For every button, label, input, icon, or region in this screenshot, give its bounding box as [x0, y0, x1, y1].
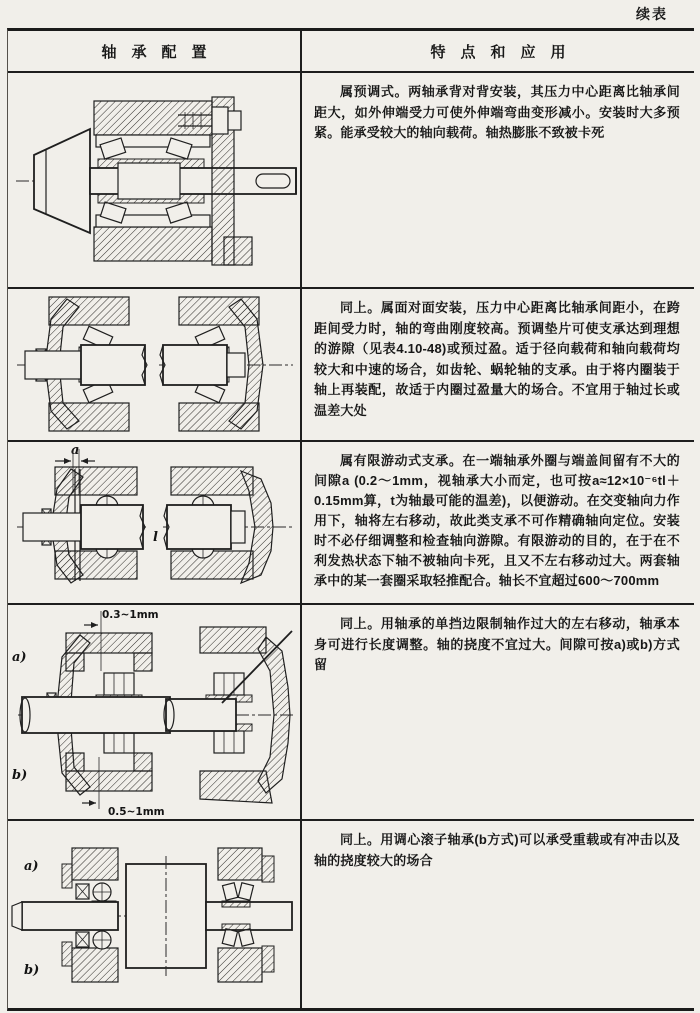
left-shaft — [12, 902, 118, 930]
header-cell-configuration — [8, 31, 302, 71]
gap-label: a — [71, 443, 80, 458]
description-cell — [302, 73, 694, 287]
bearing-drawing-face-to-face — [9, 291, 299, 438]
table-row — [8, 440, 694, 603]
table-row — [8, 71, 694, 287]
bevel-cone — [34, 129, 90, 233]
description-cell — [302, 289, 694, 440]
drawing-cell-row1 — [8, 73, 302, 287]
variant-b-label: b) — [24, 963, 40, 978]
table-row — [8, 603, 694, 819]
central-drum — [126, 856, 206, 976]
bearing-drawing-limited-float — [9, 443, 299, 601]
drawing-cell-row2 — [8, 289, 302, 440]
description-cell — [302, 442, 694, 603]
bottom-gap-dimension: 0.5~1mm — [108, 806, 165, 817]
variant-b-label: b) — [12, 768, 28, 783]
column-header-configuration: 轴 承 配 置 — [101, 43, 207, 61]
right-shaft — [164, 505, 245, 549]
continued-table-label: 续表 — [636, 6, 668, 22]
table-row — [8, 287, 694, 440]
bearing-table — [7, 28, 694, 1011]
row-description: 同上。用轴承的单挡边限制轴作过大的左右移动，轴承本身可进行长度调整。轴的挠度不宜过大。间隙可按a)或b)方式留 — [314, 616, 680, 672]
row-description: 同上。用调心滚子轴承(b方式)可以承受重载或有冲击以及轴的挠度较大的场合 — [314, 832, 680, 868]
variant-a-label: a) — [24, 859, 39, 874]
row-description: 属预调式。两轴承背对背安装，其压力中心距离比轴承间距大，如外伸端受力可使外伸端弯曲变形减小。安装时大多预紧。能承受较大的轴向载荷。轴热膨胀不致被卡死 — [314, 84, 680, 140]
right-shaft — [164, 699, 236, 731]
span-label: l — [153, 530, 158, 545]
drawing-cell-row5 — [8, 821, 302, 1008]
description-cell — [302, 821, 694, 1008]
row-description: 属有限游动式支承。在一端轴承外圈与端盖间留有不大的间隙a (0.2～1mm，视轴承大小而定，也可按a≈12×10⁻⁶tl＋0.15mm算，t为轴最可能的温差)，以便游动。在交变轴向力作用下，轴将左右移动，故此类支承不可作精确轴向定位。安装时不必仔细调整和检查轴向游隙。有限游动的目的，在于在不利发热状态下轴不被轴向卡死，且又不左右移动过大。两套轴承中的某一套圈采取轻推配合。轴长不宜超过600～700mm — [314, 453, 680, 588]
bearing-drawing-single-rib — [8, 607, 300, 817]
drawing-cell-row3 — [8, 442, 302, 603]
table-row — [8, 819, 694, 1008]
header-cell-features — [302, 31, 694, 71]
drawing-cell-row4 — [8, 605, 302, 819]
bearing-drawing-back-to-back — [10, 79, 298, 281]
variant-a-label: a) — [12, 650, 27, 665]
description-cell — [302, 605, 694, 819]
row-description: 同上。属面对面安装，压力中心距离比轴承间距小，在跨距间受力时，轴的弯曲刚度较高。预调垫片可使支承达到理想的游隙（见表4.10-48)或预过盈。适于径向载荷和轴向载荷均较大和中速的场合，如齿轮、蜗轮轴的支承。由于将内圈装于轴上再装配，故适于内圈过盈量大的场合。不宜用于轴过长或温差大处 — [314, 300, 680, 418]
left-shaft — [25, 345, 147, 385]
bearing-drawing-self-aligning — [8, 824, 300, 1004]
right-shaft — [160, 345, 245, 385]
top-gap-dimension: 0.3~1mm — [102, 609, 159, 621]
table-header-row — [8, 31, 694, 71]
left-shaft — [23, 505, 145, 549]
column-header-features: 特 点 和 应 用 — [430, 43, 566, 61]
